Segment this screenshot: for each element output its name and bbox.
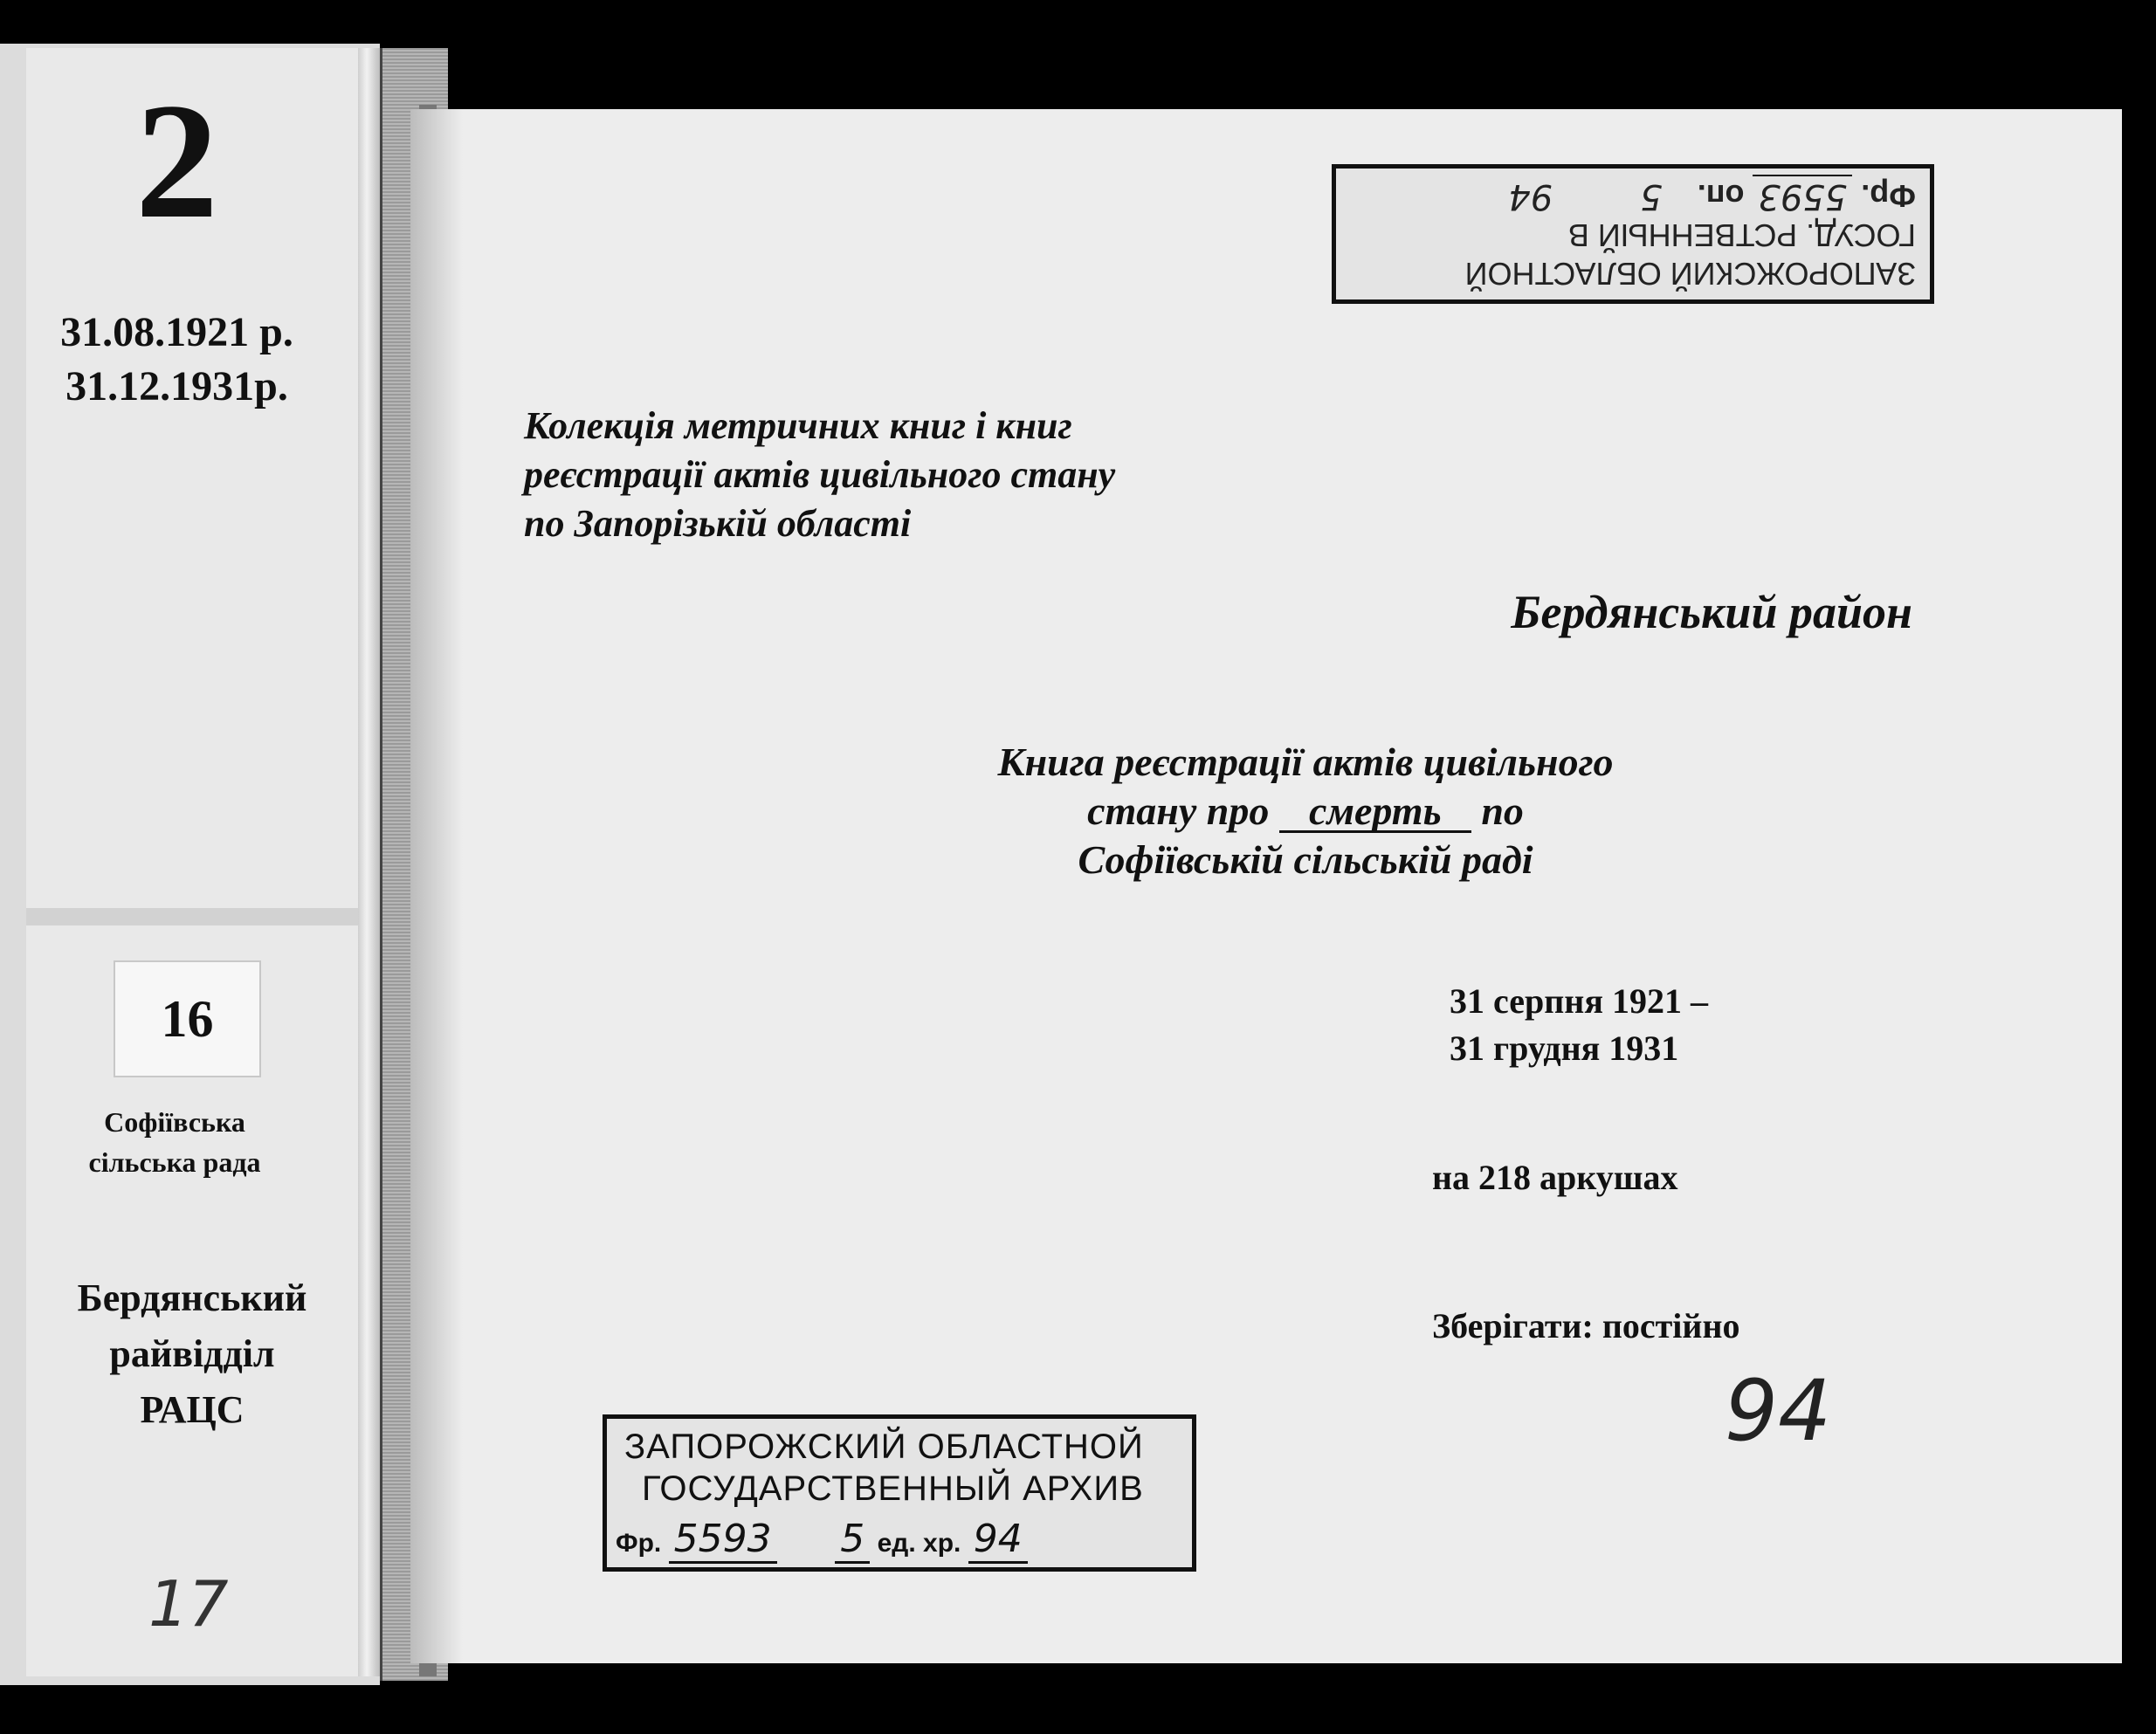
archive-stamp-top: [1332, 164, 1934, 304]
spine-council-line1: Софіївська: [104, 1106, 245, 1138]
spine-handwritten-number: 17: [148, 1567, 229, 1641]
collection-line1: Колекція метричних книг і книг: [524, 404, 1072, 447]
archive-stamp-bottom: [603, 1414, 1196, 1572]
book-line2: [917, 787, 1694, 836]
spine-date-from: 31.08.1921 р.: [60, 309, 293, 355]
stamp-top-op-label: оп.: [1697, 178, 1745, 214]
stamp-top-line1: ЗАПОРОЖСКИЙ ОБЛАСТНОЙ: [1464, 256, 1916, 292]
book-line1: Книга реєстрації актів цивільного: [997, 740, 1614, 784]
stamp-top-op: 5: [1640, 176, 1663, 217]
collection-line2: реєстрації актів цивільного стану: [524, 453, 1116, 496]
spine-date-to: 31.12.1931р.: [65, 363, 288, 409]
spine-dept-line3: РАЦС: [140, 1388, 245, 1431]
period-from: 31 серпня 1921 –: [1450, 981, 1708, 1021]
period-to: 31 грудня 1931: [1450, 1029, 1679, 1068]
cover-page-edge: [410, 109, 463, 1663]
date-period: [1450, 978, 1973, 1072]
stamp-top-item: 94: [1508, 176, 1553, 217]
spine-volume-number: 2: [135, 70, 218, 253]
stamp-top-line3: [1350, 176, 1916, 216]
stamp-bottom-item: 94: [968, 1517, 1028, 1564]
stamp-bottom-op: 5: [835, 1517, 870, 1564]
book-line2-suffix: по: [1481, 788, 1524, 833]
spine-fold: [26, 908, 367, 925]
retention-period: Зберігати: постійно: [1432, 1306, 1740, 1345]
book-record-type: смерть: [1279, 792, 1471, 833]
spine-date-range: [26, 306, 327, 414]
district-title: Бердянський район: [1511, 586, 1912, 638]
sheet-count: на 218 аркушах: [1432, 1158, 1678, 1197]
book-line2-prefix: стану про: [1087, 788, 1270, 833]
spine-department: [26, 1270, 358, 1438]
stamp-top-fond-label: Фр.: [1861, 178, 1916, 214]
stamp-top-line2: ГОСУД. РСТВЕННЫЙ В: [1567, 217, 1916, 253]
book-title: [917, 738, 1694, 884]
collection-line3: по Запорізькій області: [524, 502, 912, 545]
spine-council: [26, 1102, 323, 1182]
stamp-bottom-fond: 5593: [669, 1517, 777, 1564]
stamp-bottom-fond-label: Фр.: [616, 1529, 662, 1558]
stamp-bottom-item-label: ед. хр.: [877, 1529, 961, 1558]
spine-dept-line1: Бердянський: [77, 1276, 307, 1319]
collection-title: [524, 402, 1310, 548]
stamp-bottom-line3: [616, 1517, 1028, 1561]
book-line3: Софіївській сільській раді: [1078, 837, 1533, 882]
stamp-bottom-line2: ГОСУДАРСТВЕННЫЙ АРХИВ: [642, 1469, 1144, 1508]
spine-tape: [358, 48, 380, 1676]
spine-dept-line2: райвідділ: [109, 1332, 275, 1375]
spine-box-number: 16: [114, 960, 261, 1077]
stamp-top-fond: 5593: [1753, 175, 1852, 217]
spine-council-line2: сільська рада: [88, 1146, 261, 1178]
stamp-bottom-line1: ЗАПОРОЖСКИЙ ОБЛАСТНОЙ: [624, 1428, 1144, 1466]
handwritten-count: 94: [1725, 1362, 1832, 1460]
